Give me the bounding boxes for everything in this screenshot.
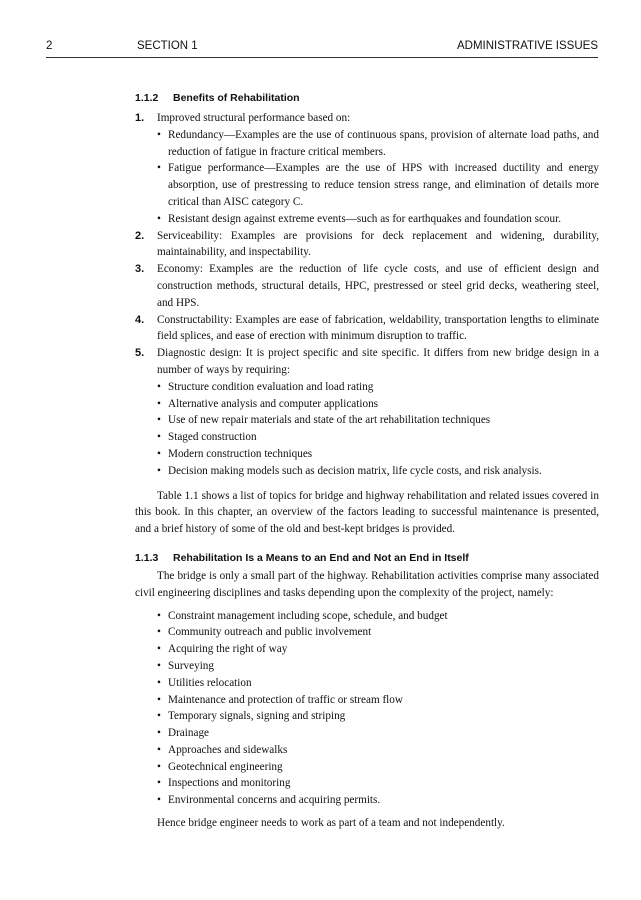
benefit-item	[135, 312, 599, 346]
section-title: Benefits of Rehabilitation	[173, 92, 300, 104]
list-item: • Environmental concerns and acquiring permits.	[157, 792, 599, 809]
benefit-item	[135, 110, 599, 228]
sub-bullet: • Modern construction techniques	[157, 446, 599, 463]
sub-bullet: • Redundancy—Examples are the use of continuous spans, provision of alternate load paths, and reduction of fatigue in fracture critical members.	[157, 127, 599, 161]
sub-bullet: • Use of new repair materials and state of the art rehabilitation techniques	[157, 412, 599, 429]
sub-bullet: • Structure condition evaluation and load rating	[157, 379, 599, 396]
chapter-title: ADMINISTRATIVE ISSUES	[456, 40, 598, 52]
running-header	[46, 40, 598, 58]
page-number: 2	[46, 40, 53, 52]
benefits-list	[135, 110, 599, 480]
list-item: • Drainage	[157, 725, 599, 742]
list-item: • Acquiring the right of way	[157, 641, 599, 658]
item-number: 4.	[135, 313, 145, 326]
item-number: 1.	[135, 112, 145, 124]
closing-paragraph: Hence bridge engineer needs to work as part of a team and not independently.	[157, 817, 505, 830]
list-item: • Temporary signals, signing and striping	[157, 708, 599, 725]
list-item: • Geotechnical engineering	[157, 759, 599, 776]
item-text: Economy: Examples are the reduction of life cycle costs, and use of efficient design and construction methods, structural details, HPC, prestressed or steel grid decks, weathering steel, and HPS.	[157, 263, 599, 309]
sub-bullet-list	[157, 127, 599, 228]
section-heading-1-1-2	[135, 90, 599, 106]
section-number: 1.1.2	[135, 92, 159, 104]
item-number: 3.	[135, 263, 145, 276]
section-title: Rehabilitation Is a Means to an End and Not an End in Itself	[173, 551, 469, 564]
benefit-item	[135, 228, 599, 262]
section-number: 1.1.3	[135, 551, 159, 564]
list-item: • Approaches and sidewalks	[157, 742, 599, 759]
benefit-item	[135, 261, 599, 311]
item-number: 2.	[135, 229, 145, 242]
list-item: • Community outreach and public involvement	[157, 624, 599, 641]
body-paragraph: Table 1.1 shows a list of topics for bridge and highway rehabilitation and related issues covered in this book. In this chapter, an overview of the factors leading to successful maintenance is presented, and a brief history of some of the old and best-kept bridges is provided.	[135, 489, 599, 536]
list-item: • Inspections and monitoring	[157, 775, 599, 792]
list-item: • Constraint management including scope, schedule, and budget	[157, 608, 599, 625]
sub-bullet-list	[157, 379, 599, 480]
item-number: 5.	[135, 347, 145, 360]
list-item: • Utilities relocation	[157, 675, 599, 692]
item-text: Serviceability: Examples are provisions for deck replacement and widening, durability, maintainability, and inspectability.	[157, 229, 599, 259]
list-item: • Maintenance and protection of traffic or stream flow	[157, 692, 599, 709]
page-body	[135, 90, 599, 832]
list-item: • Surveying	[157, 658, 599, 675]
sub-bullet: • Resistant design against extreme events—such as for earthquakes and foundation scour.	[157, 211, 599, 228]
item-text: Improved structural performance based on:	[157, 112, 351, 124]
sub-bullet: • Fatigue performance—Examples are the use of HPS with increased ductility and energy absorption, use of prestressing to reduce tension stress range, and elimination of details more critical than AISC category C.	[157, 160, 599, 210]
section-heading-1-1-3	[135, 550, 599, 566]
item-text: Diagnostic design: It is project specific and site specific. It differs from new bridge design in a number of ways by requiring:	[157, 347, 599, 376]
benefit-item	[135, 345, 599, 479]
body-paragraph: The bridge is only a small part of the highway. Rehabilitation activities comprise many associated civil engineering disciplines and tasks depending upon the complexity of the project, namely:	[135, 569, 599, 599]
sub-bullet: • Staged construction	[157, 429, 599, 446]
sub-bullet: • Alternative analysis and computer applications	[157, 396, 599, 413]
section-label: SECTION 1	[137, 40, 198, 52]
sub-bullet: • Decision making models such as decision matrix, life cycle costs, and risk analysis.	[157, 463, 599, 480]
activities-list	[157, 608, 599, 810]
item-text: Constructability: Examples are ease of fabrication, weldability, transportation lengths to eliminate field splices, and ease of erection with minimum disruption to traffic.	[157, 313, 599, 343]
